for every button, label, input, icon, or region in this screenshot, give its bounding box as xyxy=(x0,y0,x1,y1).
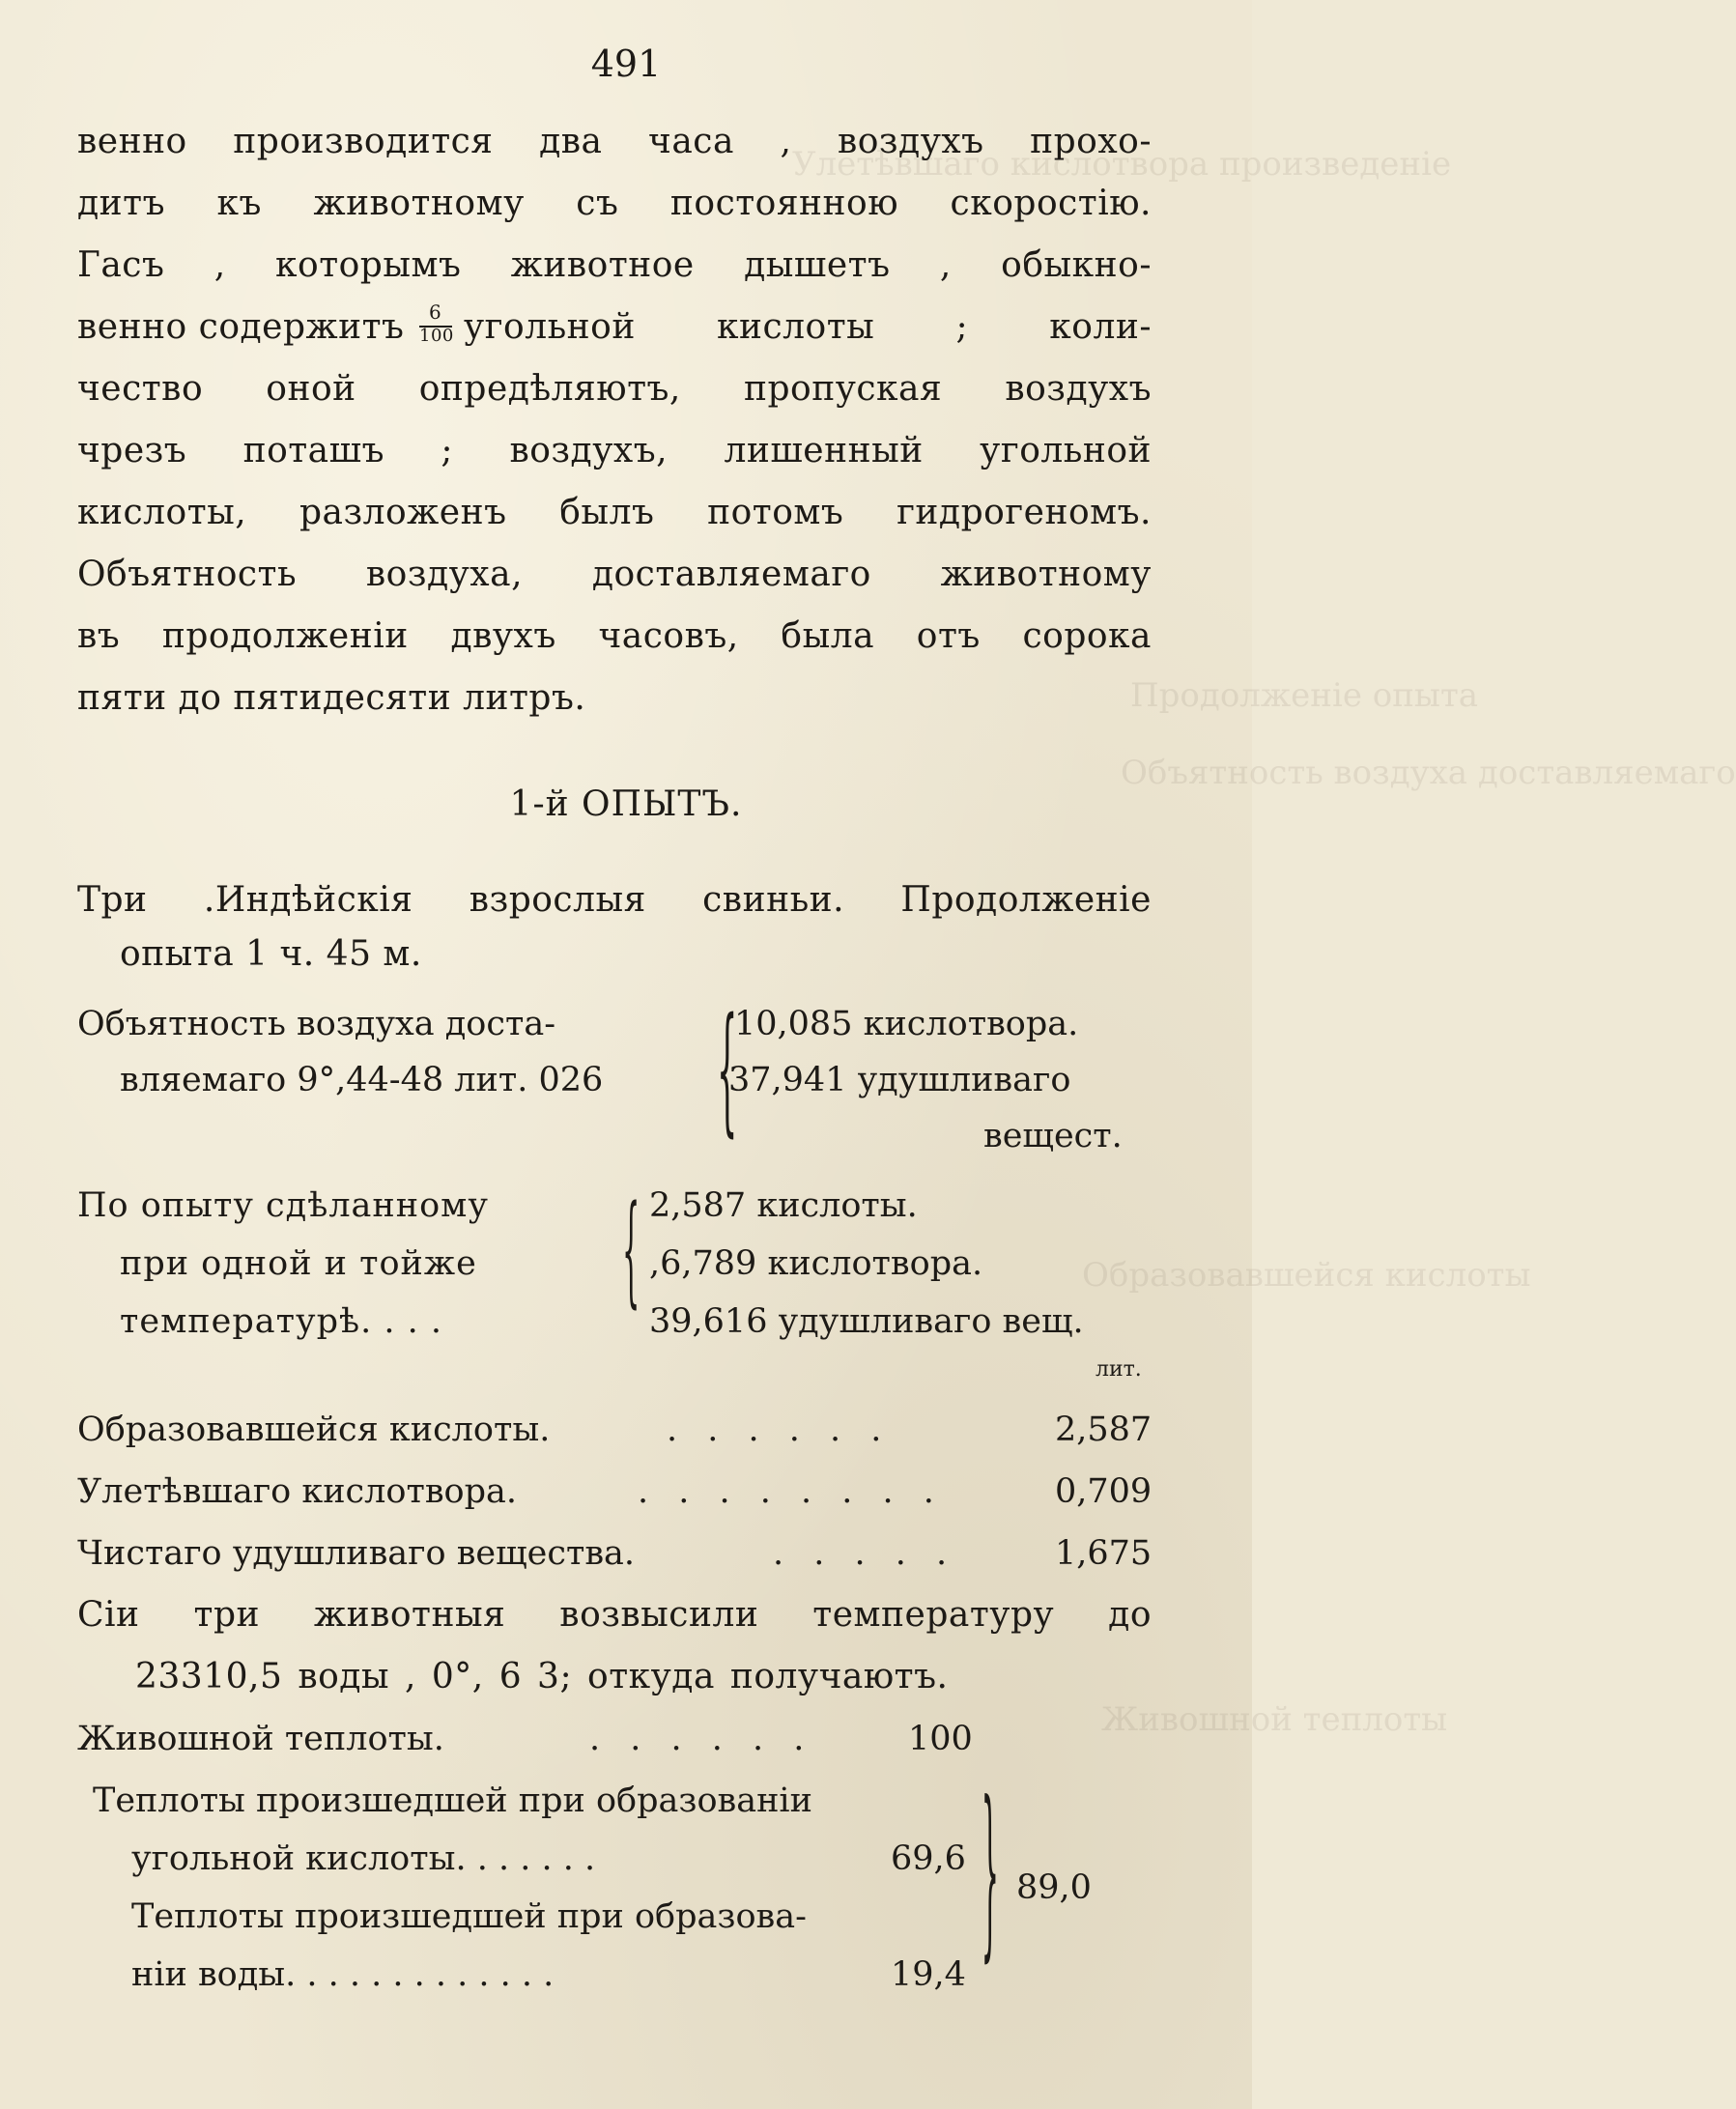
heat-value: 69,6 xyxy=(891,1839,966,1878)
same-label: По опыту сдѣланному xyxy=(77,1186,489,1225)
result-label: Улетѣвшаго кислотвора. xyxy=(77,1472,517,1511)
fraction-numerator: 6 xyxy=(429,300,442,324)
volume-label: вляемаго 9°,44-48 лит. 026 xyxy=(120,1061,604,1099)
paragraph-line: чрезъ поташъ ; воздухъ, лишенный угольной xyxy=(77,431,1152,470)
paragraph-line: въ продолженіи двухъ часовъ, была отъ сорока xyxy=(77,616,1152,656)
same-acid: 2,587 кислоты. xyxy=(649,1186,918,1225)
same-label: при одной и тойже xyxy=(120,1244,477,1283)
heat-value: 19,4 xyxy=(891,1955,966,1994)
animal-heat-label: Живошной теплоты. xyxy=(77,1720,444,1758)
paragraph-line: чество оной опредѣляютъ, пропуская воздухъ xyxy=(77,369,1152,409)
experiment-duration: опыта 1 ч. 45 м. xyxy=(120,934,422,974)
paragraph-line: венно производится два часа , воздухъ прохо- xyxy=(77,122,1152,161)
unit-liter: лит. xyxy=(1096,1357,1142,1382)
same-oxygen: ,6,789 кислотвора. xyxy=(649,1244,983,1283)
temperature-line: Сіи три животныя возвысили температуру до xyxy=(77,1595,1152,1635)
heat-label: угольной кислоты. . . . . . . xyxy=(131,1839,596,1878)
bleed-text: Живошной теплоты xyxy=(1101,1700,1448,1739)
temperature-line: 23310,5 воды , 0°, 6 3; откуда получаютъ. xyxy=(135,1657,949,1696)
volume-oxygen: 10,085 кислотвора. xyxy=(734,1005,1079,1043)
same-label: температурѣ. . . . xyxy=(120,1302,442,1341)
volume-unit: вещест. xyxy=(983,1117,1123,1155)
paragraph-line: угольной кислоты ; коли- xyxy=(464,307,1152,347)
result-label: Образовавшейся кислоты. xyxy=(77,1411,551,1449)
bleed-text: Продолженіе опыта xyxy=(1130,676,1479,715)
result-value: 2,587 xyxy=(1055,1411,1153,1449)
paragraph-line: пяти до пятидесяти литръ. xyxy=(77,678,586,718)
heat-total: 89,0 xyxy=(1016,1868,1092,1907)
leader-dots: . . . . . . xyxy=(667,1411,892,1449)
heat-label: ніи воды. . . . . . . . . . . . . xyxy=(131,1955,555,1994)
paragraph-line: венно содержитъ xyxy=(77,307,405,347)
experiment-heading: 1-й ОПЫТЪ. xyxy=(509,784,743,824)
brace-icon: { xyxy=(717,989,738,1152)
bleed-text: Объятность воздуха доставляемаго xyxy=(1121,754,1736,792)
result-value: 0,709 xyxy=(1055,1472,1153,1511)
experiment-description: Три .Индѣйскія взрослыя свиньи. Продолженіе xyxy=(77,880,1152,920)
same-nitrogen: 39,616 удушливаго вещ. xyxy=(649,1302,1084,1341)
paragraph-line: дитъ къ животному съ постоянною скоростію. xyxy=(77,184,1152,223)
leader-dots: . . . . . . xyxy=(589,1720,814,1758)
brace-icon: { xyxy=(981,1764,999,1981)
brace-icon: { xyxy=(622,1180,640,1322)
result-value: 1,675 xyxy=(1055,1534,1153,1573)
paragraph-line: Гасъ , которымъ животное дышетъ , обыкно- xyxy=(77,245,1152,285)
bleed-text: Улетѣвшаго кислотвора произведеніе xyxy=(792,145,1452,184)
volume-label: Объятность воздуха доста- xyxy=(77,1005,556,1043)
volume-nitrogen: 37,941 удушливаго xyxy=(728,1061,1071,1099)
paragraph-line: кислоты, разложенъ былъ потомъ гидрогеномъ. xyxy=(77,493,1152,532)
page-number: 491 xyxy=(590,43,662,85)
heat-label: Теплоты произшедшей при образова- xyxy=(131,1897,807,1936)
leader-dots: . . . . . . . . xyxy=(638,1472,944,1511)
bleed-text: Образовавшейся кислоты xyxy=(1082,1256,1531,1295)
heat-label: Теплоты произшедшей при образованіи xyxy=(93,1781,812,1820)
fraction-denominator: 100 xyxy=(419,326,454,346)
paragraph-line: Объятность воздуха, доставляемаго животному xyxy=(77,555,1152,594)
leader-dots: . . . . . xyxy=(773,1534,957,1573)
result-label: Чистаго удушливаго вещества. xyxy=(77,1534,636,1573)
animal-heat-value: 100 xyxy=(908,1720,973,1758)
